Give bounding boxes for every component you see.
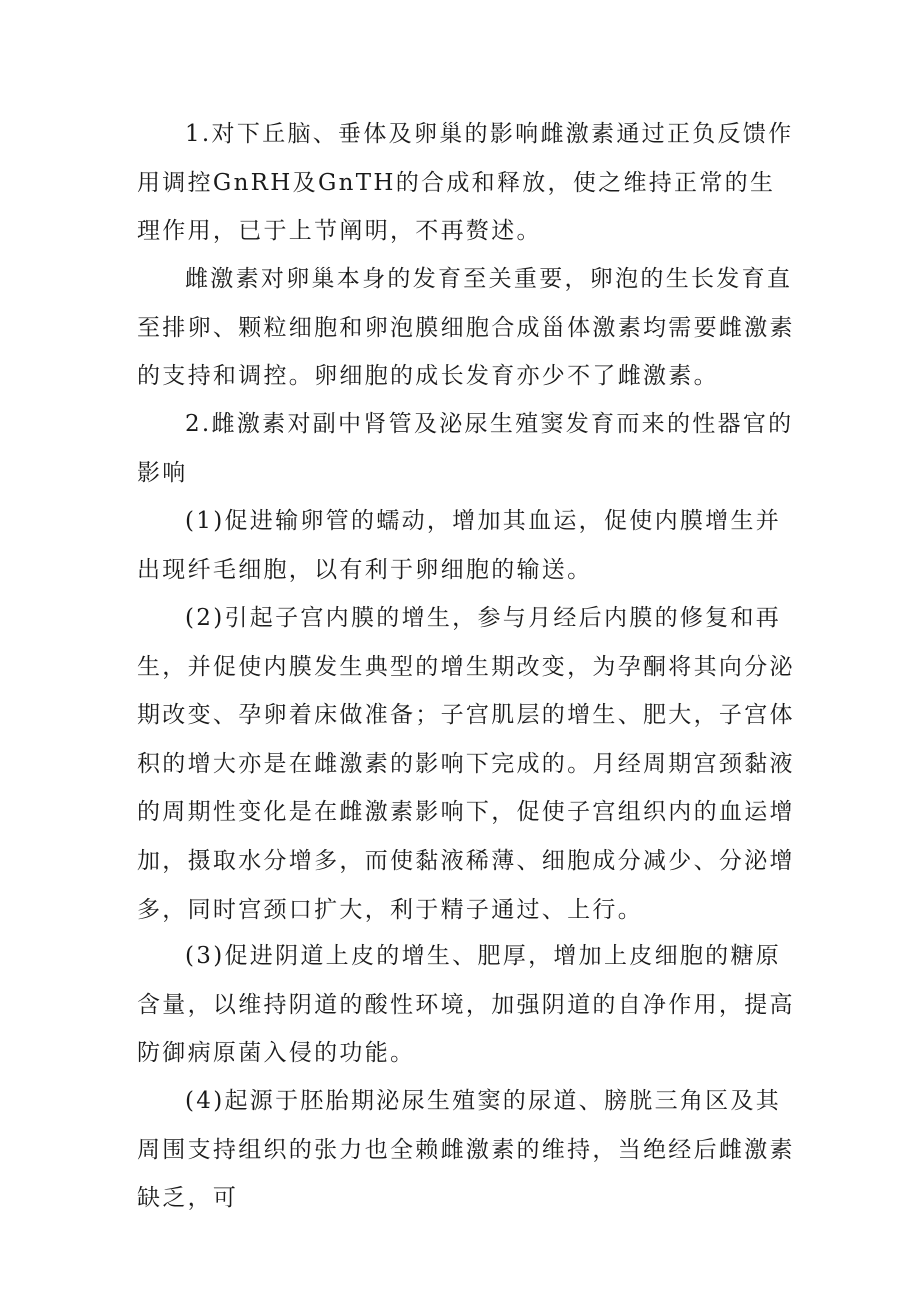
paragraph-6: (3)促进阴道上皮的增生、肥厚，增加上皮细胞的糖原含量，以维持阴道的酸性环境，加强阴道的自净作用，提高防御病原菌入侵的功能。	[137, 943, 795, 1067]
paragraph-2: 雌激素对卵巢本身的发育至关重要，卵泡的生长发育直至排卵、颗粒细胞和卵泡膜细胞合成甾体激素均需要雌激素的支持和调控。卵细胞的成长发育亦少不了雌激素。	[137, 266, 795, 390]
paragraph-4: (1)促进输卵管的蠕动，增加其血运，促使内膜增生并出现纤毛细胞，以有利于卵细胞的输送。	[137, 508, 782, 583]
paragraph-7: (4)起源于胚胎期泌尿生殖窦的尿道、膀胱三角区及其周围支持组织的张力也全赖雌激素的维持，当绝经后雌激素缺乏，可	[137, 1088, 795, 1212]
paragraph-5: (2)引起子宫内膜的增生，参与月经后内膜的修复和再生，并促使内膜发生典型的增生期改变，为孕酮将其向分泌期改变、孕卵着床做准备；子宫肌层的增生、肥大，子宫体积的增大亦是在雌激素的影响下完成的。月经周期宫颈黏液的周期性变化是在雌激素影响下，促使子宫组织内的血运增加，摄取水分增多，而使黏液稀薄、细胞成分减少、分泌增多，同时宫颈口扩大，利于精子通过、上行。	[137, 605, 795, 923]
paragraph-1: 1.对下丘脑、垂体及卵巢的影响雌激素通过正负反馈作用调控GnRH及GnTH的合成和释放，使之维持正常的生理作用，已于上节阐明，不再赘述。	[137, 121, 794, 245]
paragraph-3: 2.雌激素对副中肾管及泌尿生殖窦发育而来的性器官的影响	[137, 411, 794, 486]
